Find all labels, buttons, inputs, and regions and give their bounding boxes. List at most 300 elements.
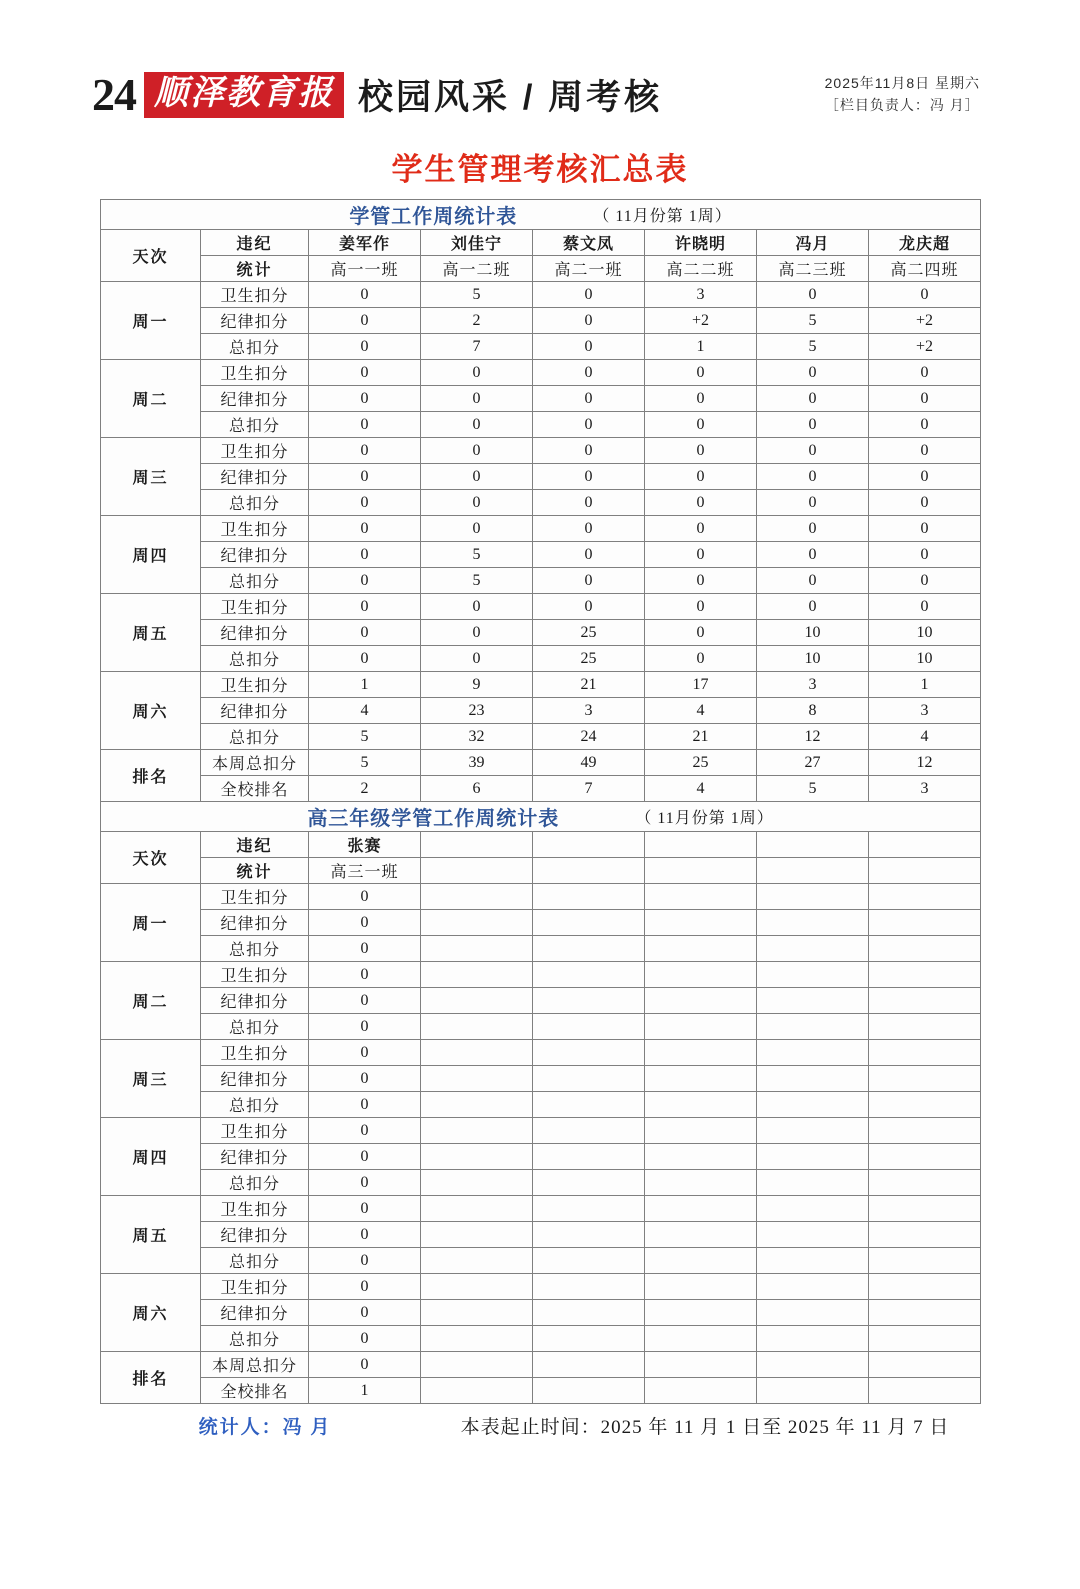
value-cell: 0 bbox=[645, 516, 757, 542]
header-class-3 bbox=[645, 858, 757, 884]
value-cell: 0 bbox=[757, 516, 869, 542]
stat-label-total: 总扣分 bbox=[201, 1092, 309, 1118]
value-cell: 0 bbox=[869, 516, 981, 542]
school-rank-cell bbox=[757, 1378, 869, 1404]
day-label-2: 周三 bbox=[101, 438, 201, 516]
statistics-table bbox=[100, 199, 981, 1404]
header-day: 天次 bbox=[101, 230, 201, 282]
value-cell bbox=[645, 1170, 757, 1196]
value-cell bbox=[757, 1144, 869, 1170]
value-cell bbox=[421, 1014, 533, 1040]
stat-label-week-total: 本周总扣分 bbox=[201, 750, 309, 776]
value-cell bbox=[645, 1014, 757, 1040]
value-cell: 0 bbox=[309, 620, 421, 646]
value-cell bbox=[869, 936, 981, 962]
value-cell: 0 bbox=[645, 438, 757, 464]
day-row-周五-discipline bbox=[101, 1222, 981, 1248]
column-editor: ［栏目负责人：冯 月］ bbox=[824, 97, 980, 113]
school-rank-cell bbox=[533, 1378, 645, 1404]
week-total-cell: 39 bbox=[421, 750, 533, 776]
value-cell: 10 bbox=[757, 620, 869, 646]
school-rank-cell: 6 bbox=[421, 776, 533, 802]
day-row-周一-total bbox=[101, 334, 981, 360]
statistics-table-body bbox=[101, 200, 981, 1404]
header-class-1 bbox=[421, 858, 533, 884]
day-row-周一-discipline bbox=[101, 910, 981, 936]
day-row-周二-total bbox=[101, 412, 981, 438]
value-cell: 0 bbox=[533, 412, 645, 438]
value-cell: 0 bbox=[533, 386, 645, 412]
value-cell: 0 bbox=[309, 594, 421, 620]
stat-label-total: 总扣分 bbox=[201, 936, 309, 962]
value-cell: 0 bbox=[533, 360, 645, 386]
value-cell: 21 bbox=[645, 724, 757, 750]
value-cell: 0 bbox=[421, 386, 533, 412]
value-cell: 8 bbox=[757, 698, 869, 724]
value-cell: 0 bbox=[421, 516, 533, 542]
stat-label-discipline: 纪律扣分 bbox=[201, 910, 309, 936]
value-cell: 0 bbox=[309, 282, 421, 308]
table-header-row-teachers-0 bbox=[101, 230, 981, 256]
day-row-周一-hygiene bbox=[101, 884, 981, 910]
week-total-cell: 49 bbox=[533, 750, 645, 776]
header-stat-bottom: 统计 bbox=[201, 858, 309, 884]
day-row-周二-total bbox=[101, 1014, 981, 1040]
value-cell bbox=[645, 1248, 757, 1274]
value-cell: 21 bbox=[533, 672, 645, 698]
table-header-row-teachers-1 bbox=[101, 832, 981, 858]
header-teacher-3 bbox=[645, 832, 757, 858]
value-cell: 0 bbox=[533, 568, 645, 594]
value-cell: 0 bbox=[309, 646, 421, 672]
value-cell: 0 bbox=[869, 438, 981, 464]
header-teacher-1: 刘佳宁 bbox=[421, 230, 533, 256]
value-cell bbox=[421, 988, 533, 1014]
value-cell: 0 bbox=[309, 1326, 421, 1352]
value-cell: 0 bbox=[309, 334, 421, 360]
value-cell: 0 bbox=[757, 282, 869, 308]
table-subtitle-row-1 bbox=[101, 802, 981, 832]
value-cell bbox=[533, 1040, 645, 1066]
day-row-周五-hygiene bbox=[101, 594, 981, 620]
rank-label: 排名 bbox=[101, 750, 201, 802]
stat-label-total: 总扣分 bbox=[201, 724, 309, 750]
stat-label-hygiene: 卫生扣分 bbox=[201, 516, 309, 542]
value-cell: 0 bbox=[869, 386, 981, 412]
value-cell: 0 bbox=[757, 568, 869, 594]
value-cell: 0 bbox=[309, 1170, 421, 1196]
value-cell bbox=[533, 1170, 645, 1196]
value-cell bbox=[869, 1274, 981, 1300]
value-cell: 4 bbox=[645, 698, 757, 724]
school-rank-cell: 4 bbox=[645, 776, 757, 802]
value-cell bbox=[421, 910, 533, 936]
page-title: 学生管理考核汇总表 bbox=[391, 152, 689, 187]
rank-row-school-rank-1 bbox=[101, 1378, 981, 1404]
header-teacher-0: 姜军作 bbox=[309, 230, 421, 256]
value-cell bbox=[757, 1170, 869, 1196]
value-cell bbox=[421, 1066, 533, 1092]
value-cell bbox=[869, 962, 981, 988]
value-cell bbox=[869, 1092, 981, 1118]
value-cell: 4 bbox=[309, 698, 421, 724]
header-teacher-4 bbox=[757, 832, 869, 858]
day-label-5: 周六 bbox=[101, 1274, 201, 1352]
value-cell: 0 bbox=[869, 282, 981, 308]
compiler-label: 统计人：冯 月 bbox=[198, 1417, 332, 1438]
table-week-label: （ 11月份第 1周） bbox=[593, 208, 732, 225]
header-class-0: 高一一班 bbox=[309, 256, 421, 282]
week-total-cell: 0 bbox=[309, 1352, 421, 1378]
value-cell: 0 bbox=[421, 464, 533, 490]
value-cell bbox=[869, 1170, 981, 1196]
day-row-周六-discipline bbox=[101, 698, 981, 724]
day-row-周三-hygiene bbox=[101, 438, 981, 464]
value-cell bbox=[645, 1326, 757, 1352]
value-cell: 0 bbox=[869, 594, 981, 620]
day-row-周二-hygiene bbox=[101, 360, 981, 386]
table-week-label: （ 11月份第 1周） bbox=[635, 810, 774, 827]
value-cell: 0 bbox=[757, 438, 869, 464]
value-cell: 0 bbox=[645, 646, 757, 672]
stat-label-discipline: 纪律扣分 bbox=[201, 1066, 309, 1092]
value-cell bbox=[421, 1274, 533, 1300]
value-cell bbox=[421, 1092, 533, 1118]
value-cell bbox=[421, 962, 533, 988]
value-cell: 3 bbox=[757, 672, 869, 698]
stat-label-hygiene: 卫生扣分 bbox=[201, 1274, 309, 1300]
value-cell: 0 bbox=[309, 1040, 421, 1066]
stat-label-hygiene: 卫生扣分 bbox=[201, 594, 309, 620]
value-cell bbox=[869, 1040, 981, 1066]
school-rank-cell: 3 bbox=[869, 776, 981, 802]
day-row-周四-hygiene bbox=[101, 1118, 981, 1144]
value-cell: 0 bbox=[645, 464, 757, 490]
value-cell bbox=[645, 1300, 757, 1326]
day-row-周二-discipline bbox=[101, 386, 981, 412]
day-label-5: 周六 bbox=[101, 672, 201, 750]
header-teacher-1 bbox=[421, 832, 533, 858]
value-cell bbox=[869, 1300, 981, 1326]
value-cell bbox=[533, 1196, 645, 1222]
value-cell bbox=[421, 1118, 533, 1144]
day-label-3: 周四 bbox=[101, 1118, 201, 1196]
value-cell bbox=[533, 1144, 645, 1170]
value-cell: 17 bbox=[645, 672, 757, 698]
value-cell bbox=[757, 936, 869, 962]
value-cell bbox=[645, 1066, 757, 1092]
stat-label-week-total: 本周总扣分 bbox=[201, 1352, 309, 1378]
value-cell bbox=[757, 884, 869, 910]
header-stat-bottom: 统计 bbox=[201, 256, 309, 282]
day-row-周四-total bbox=[101, 568, 981, 594]
value-cell: 5 bbox=[309, 724, 421, 750]
value-cell bbox=[757, 1092, 869, 1118]
value-cell: 9 bbox=[421, 672, 533, 698]
day-row-周五-total bbox=[101, 1248, 981, 1274]
value-cell: 0 bbox=[757, 594, 869, 620]
value-cell: 0 bbox=[309, 412, 421, 438]
value-cell: 0 bbox=[309, 1118, 421, 1144]
value-cell: +2 bbox=[869, 334, 981, 360]
value-cell: 5 bbox=[421, 282, 533, 308]
value-cell: 0 bbox=[309, 1196, 421, 1222]
value-cell bbox=[421, 1040, 533, 1066]
masthead-date-block bbox=[825, 73, 980, 116]
day-row-周四-discipline bbox=[101, 1144, 981, 1170]
stat-label-hygiene: 卫生扣分 bbox=[201, 884, 309, 910]
value-cell bbox=[757, 1066, 869, 1092]
stat-label-discipline: 纪律扣分 bbox=[201, 464, 309, 490]
value-cell bbox=[645, 1222, 757, 1248]
value-cell: 0 bbox=[309, 464, 421, 490]
stat-label-discipline: 纪律扣分 bbox=[201, 386, 309, 412]
week-total-cell: 25 bbox=[645, 750, 757, 776]
value-cell: 0 bbox=[309, 490, 421, 516]
value-cell bbox=[421, 1326, 533, 1352]
value-cell: 0 bbox=[533, 594, 645, 620]
value-cell bbox=[533, 1014, 645, 1040]
value-cell bbox=[645, 884, 757, 910]
value-cell bbox=[421, 1144, 533, 1170]
value-cell: 0 bbox=[309, 1300, 421, 1326]
value-cell bbox=[533, 1092, 645, 1118]
stat-label-discipline: 纪律扣分 bbox=[201, 698, 309, 724]
page-number: 24 bbox=[92, 69, 136, 120]
value-cell: 0 bbox=[309, 308, 421, 334]
week-total-cell bbox=[533, 1352, 645, 1378]
rank-row-school-rank-0 bbox=[101, 776, 981, 802]
stat-label-discipline: 纪律扣分 bbox=[201, 308, 309, 334]
value-cell: 3 bbox=[869, 698, 981, 724]
value-cell: 1 bbox=[645, 334, 757, 360]
masthead bbox=[0, 62, 1080, 128]
value-cell: 10 bbox=[869, 646, 981, 672]
rank-row-week-total-1 bbox=[101, 1352, 981, 1378]
value-cell bbox=[533, 1274, 645, 1300]
value-cell: 12 bbox=[757, 724, 869, 750]
value-cell: 0 bbox=[645, 620, 757, 646]
value-cell: 0 bbox=[757, 360, 869, 386]
paper-nameplate: 顺泽教育报 bbox=[144, 72, 344, 118]
table-subtitle-band bbox=[101, 802, 981, 832]
value-cell: 0 bbox=[309, 1014, 421, 1040]
value-cell bbox=[869, 910, 981, 936]
day-row-周五-hygiene bbox=[101, 1196, 981, 1222]
stat-label-total: 总扣分 bbox=[201, 490, 309, 516]
value-cell bbox=[757, 1040, 869, 1066]
school-rank-cell: 1 bbox=[309, 1378, 421, 1404]
day-row-周三-discipline bbox=[101, 1066, 981, 1092]
day-label-4: 周五 bbox=[101, 1196, 201, 1274]
value-cell bbox=[645, 1274, 757, 1300]
value-cell: 0 bbox=[533, 438, 645, 464]
value-cell: 0 bbox=[869, 360, 981, 386]
rank-label: 排名 bbox=[101, 1352, 201, 1404]
value-cell bbox=[757, 1326, 869, 1352]
day-row-周四-total bbox=[101, 1170, 981, 1196]
value-cell: 0 bbox=[533, 308, 645, 334]
school-rank-cell: 2 bbox=[309, 776, 421, 802]
value-cell: 0 bbox=[757, 464, 869, 490]
value-cell: 0 bbox=[309, 542, 421, 568]
value-cell: 0 bbox=[421, 412, 533, 438]
day-label-4: 周五 bbox=[101, 594, 201, 672]
stat-label-total: 总扣分 bbox=[201, 568, 309, 594]
header-teacher-5 bbox=[869, 832, 981, 858]
day-row-周三-total bbox=[101, 1092, 981, 1118]
day-row-周四-discipline bbox=[101, 542, 981, 568]
day-row-周一-discipline bbox=[101, 308, 981, 334]
value-cell: 0 bbox=[645, 412, 757, 438]
header-class-4: 高二三班 bbox=[757, 256, 869, 282]
stat-label-discipline: 纪律扣分 bbox=[201, 1300, 309, 1326]
school-rank-cell: 7 bbox=[533, 776, 645, 802]
value-cell bbox=[645, 1196, 757, 1222]
value-cell: 0 bbox=[869, 412, 981, 438]
stat-label-hygiene: 卫生扣分 bbox=[201, 282, 309, 308]
value-cell: 0 bbox=[533, 542, 645, 568]
sheet-footer bbox=[100, 1412, 980, 1439]
value-cell bbox=[645, 910, 757, 936]
value-cell: 0 bbox=[309, 1144, 421, 1170]
value-cell: 0 bbox=[309, 568, 421, 594]
stat-label-total: 总扣分 bbox=[201, 1326, 309, 1352]
header-teacher-2 bbox=[533, 832, 645, 858]
day-label-1: 周二 bbox=[101, 360, 201, 438]
stat-label-hygiene: 卫生扣分 bbox=[201, 1040, 309, 1066]
value-cell: 0 bbox=[645, 360, 757, 386]
value-cell bbox=[533, 1118, 645, 1144]
value-cell: 0 bbox=[645, 386, 757, 412]
header-teacher-2: 蔡文凤 bbox=[533, 230, 645, 256]
stat-label-total: 总扣分 bbox=[201, 334, 309, 360]
value-cell bbox=[869, 1248, 981, 1274]
day-row-周五-discipline bbox=[101, 620, 981, 646]
value-cell: 0 bbox=[533, 334, 645, 360]
table-header-row-classes-1 bbox=[101, 858, 981, 884]
day-row-周六-total bbox=[101, 1326, 981, 1352]
value-cell: 0 bbox=[757, 490, 869, 516]
value-cell: 0 bbox=[645, 568, 757, 594]
day-row-周三-hygiene bbox=[101, 1040, 981, 1066]
day-row-周一-hygiene bbox=[101, 282, 981, 308]
value-cell: 0 bbox=[309, 1092, 421, 1118]
school-rank-cell bbox=[869, 1378, 981, 1404]
value-cell bbox=[533, 1326, 645, 1352]
value-cell: 0 bbox=[533, 464, 645, 490]
value-cell: 23 bbox=[421, 698, 533, 724]
value-cell bbox=[645, 988, 757, 1014]
value-cell: 5 bbox=[757, 308, 869, 334]
value-cell bbox=[757, 1248, 869, 1274]
day-label-1: 周二 bbox=[101, 962, 201, 1040]
value-cell: 0 bbox=[757, 386, 869, 412]
value-cell bbox=[533, 962, 645, 988]
day-row-周五-total bbox=[101, 646, 981, 672]
section-title: 校园风采 / 周考核 bbox=[358, 78, 663, 117]
value-cell bbox=[533, 1248, 645, 1274]
value-cell bbox=[869, 1066, 981, 1092]
value-cell: 0 bbox=[309, 1248, 421, 1274]
value-cell bbox=[421, 1248, 533, 1274]
value-cell bbox=[645, 936, 757, 962]
value-cell bbox=[869, 1014, 981, 1040]
value-cell bbox=[757, 1274, 869, 1300]
value-cell: 5 bbox=[757, 334, 869, 360]
value-cell bbox=[869, 1144, 981, 1170]
stat-label-hygiene: 卫生扣分 bbox=[201, 360, 309, 386]
header-teacher-4: 冯月 bbox=[757, 230, 869, 256]
value-cell bbox=[533, 1222, 645, 1248]
header-class-3: 高二二班 bbox=[645, 256, 757, 282]
value-cell bbox=[757, 1118, 869, 1144]
value-cell bbox=[421, 1196, 533, 1222]
stat-label-discipline: 纪律扣分 bbox=[201, 1222, 309, 1248]
value-cell: 0 bbox=[533, 282, 645, 308]
value-cell bbox=[533, 1066, 645, 1092]
day-label-2: 周三 bbox=[101, 1040, 201, 1118]
header-stat-top: 违纪 bbox=[201, 832, 309, 858]
stat-label-discipline: 纪律扣分 bbox=[201, 988, 309, 1014]
value-cell bbox=[421, 1300, 533, 1326]
day-row-周三-discipline bbox=[101, 464, 981, 490]
value-cell: 0 bbox=[309, 1222, 421, 1248]
value-cell: 0 bbox=[309, 438, 421, 464]
value-cell bbox=[645, 1144, 757, 1170]
header-day: 天次 bbox=[101, 832, 201, 884]
school-rank-cell: 5 bbox=[757, 776, 869, 802]
stat-label-discipline: 纪律扣分 bbox=[201, 1144, 309, 1170]
value-cell: 0 bbox=[421, 646, 533, 672]
value-cell: 0 bbox=[533, 516, 645, 542]
header-teacher-3: 许晓明 bbox=[645, 230, 757, 256]
day-label-0: 周一 bbox=[101, 282, 201, 360]
week-total-cell: 27 bbox=[757, 750, 869, 776]
value-cell bbox=[869, 1326, 981, 1352]
value-cell bbox=[757, 1222, 869, 1248]
value-cell: 0 bbox=[869, 542, 981, 568]
header-class-0: 高三一班 bbox=[309, 858, 421, 884]
value-cell bbox=[421, 936, 533, 962]
value-cell: 0 bbox=[421, 360, 533, 386]
value-cell bbox=[757, 988, 869, 1014]
value-cell: 7 bbox=[421, 334, 533, 360]
report-sheet bbox=[100, 199, 980, 1404]
period-label: 本表起止时间：2025 年 11 月 1 日至 2025 年 11 月 7 日 bbox=[460, 1417, 950, 1438]
stat-label-total: 总扣分 bbox=[201, 646, 309, 672]
value-cell: 0 bbox=[645, 490, 757, 516]
value-cell: 2 bbox=[421, 308, 533, 334]
value-cell: 0 bbox=[645, 594, 757, 620]
stat-label-hygiene: 卫生扣分 bbox=[201, 1118, 309, 1144]
week-total-cell bbox=[645, 1352, 757, 1378]
value-cell: 1 bbox=[309, 672, 421, 698]
value-cell: +2 bbox=[645, 308, 757, 334]
stat-label-discipline: 纪律扣分 bbox=[201, 620, 309, 646]
week-total-cell: 5 bbox=[309, 750, 421, 776]
value-cell: 24 bbox=[533, 724, 645, 750]
value-cell: +2 bbox=[869, 308, 981, 334]
value-cell bbox=[533, 1300, 645, 1326]
stat-label-school-rank: 全校排名 bbox=[201, 1378, 309, 1404]
day-row-周一-total bbox=[101, 936, 981, 962]
stat-label-hygiene: 卫生扣分 bbox=[201, 1196, 309, 1222]
value-cell bbox=[645, 1118, 757, 1144]
value-cell bbox=[421, 1170, 533, 1196]
value-cell bbox=[757, 962, 869, 988]
stat-label-total: 总扣分 bbox=[201, 1014, 309, 1040]
